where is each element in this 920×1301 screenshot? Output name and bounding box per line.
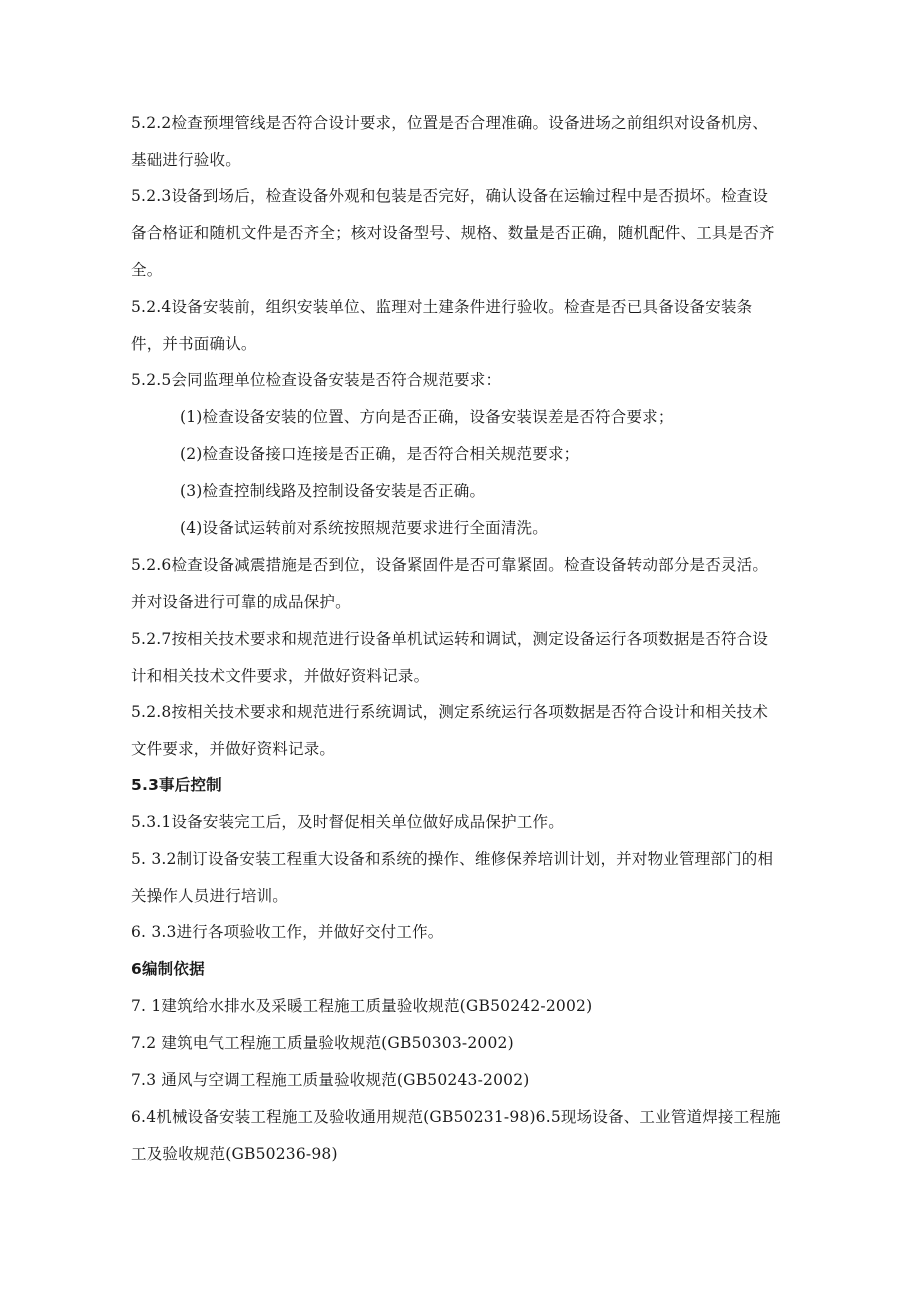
paragraph-5-2-3: 5.2.3设备到场后，检查设备外观和包装是否完好，确认设备在运输过程中是否损坏。检查设备合格证和随机文件是否齐全；核对设备型号、规格、数量是否正确，随机配件、工具是否齐全。	[131, 187, 775, 279]
paragraph-5-3-3: 6. 3.3进行各项验收工作，并做好交付工作。	[131, 923, 444, 941]
paragraph-5-2-7: 5.2.7按相关技术要求和规范进行设备单机试运转和调试，测定设备运行各项数据是否符合设计和相关技术文件要求，并做好资料记录。	[131, 630, 769, 685]
paragraph-5-2-5: 5.2.5会同监理单位检查设备安装是否符合规范要求：	[131, 371, 502, 389]
reference-7-1: 7. 1建筑给水排水及采暖工程施工质量验收规范(GB50242-2002)	[131, 997, 593, 1015]
list-item-4: (4)设备试运转前对系统按照规范要求进行全面清洗。	[180, 519, 548, 537]
paragraph-5-3-2: 5. 3.2制订设备安装工程重大设备和系统的操作、维修保养培训计划，并对物业管理部门的相关操作人员进行培训。	[131, 850, 774, 905]
paragraph-5-2-4: 5.2.4设备安装前，组织安装单位、监理对土建条件进行验收。检查是否已具备设备安装条件，并书面确认。	[131, 298, 753, 353]
paragraph-5-2-6: 5.2.6检查设备减震措施是否到位，设备紧固件是否可靠紧固。检查设备转动部分是否灵活。并对设备进行可靠的成品保护。	[131, 556, 769, 611]
reference-7-2: 7.2 建筑电气工程施工质量验收规范(GB50303-2002)	[131, 1034, 514, 1052]
section-heading-5-3: 5.3事后控制	[131, 776, 222, 794]
reference-6-4: 6.4机械设备安装工程施工及验收通用规范(GB50231-98)6.5现场设备、工业管道焊接工程施工及验收规范(GB50236-98)	[131, 1108, 781, 1163]
list-item-3: (3)检查控制线路及控制设备安装是否正确。	[180, 482, 486, 500]
list-item-2: (2)检查设备接口连接是否正确，是否符合相关规范要求；	[180, 445, 580, 463]
list-item-1: (1)检查设备安装的位置、方向是否正确，设备安装误差是否符合要求；	[180, 408, 674, 426]
paragraph-5-2-8: 5.2.8按相关技术要求和规范进行系统调试，测定系统运行各项数据是否符合设计和相关技术文件要求，并做好资料记录。	[131, 703, 769, 758]
paragraph-5-2-2: 5.2.2检查预埋管线是否符合设计要求，位置是否合理准确。设备进场之前组织对设备机房、基础进行验收。	[131, 114, 769, 169]
section-heading-6: 6编制依据	[131, 960, 205, 978]
reference-7-3: 7.3 通风与空调工程施工质量验收规范(GB50243-2002)	[131, 1071, 530, 1089]
paragraph-5-3-1: 5.3.1设备安装完工后，及时督促相关单位做好成品保护工作。	[131, 813, 564, 831]
